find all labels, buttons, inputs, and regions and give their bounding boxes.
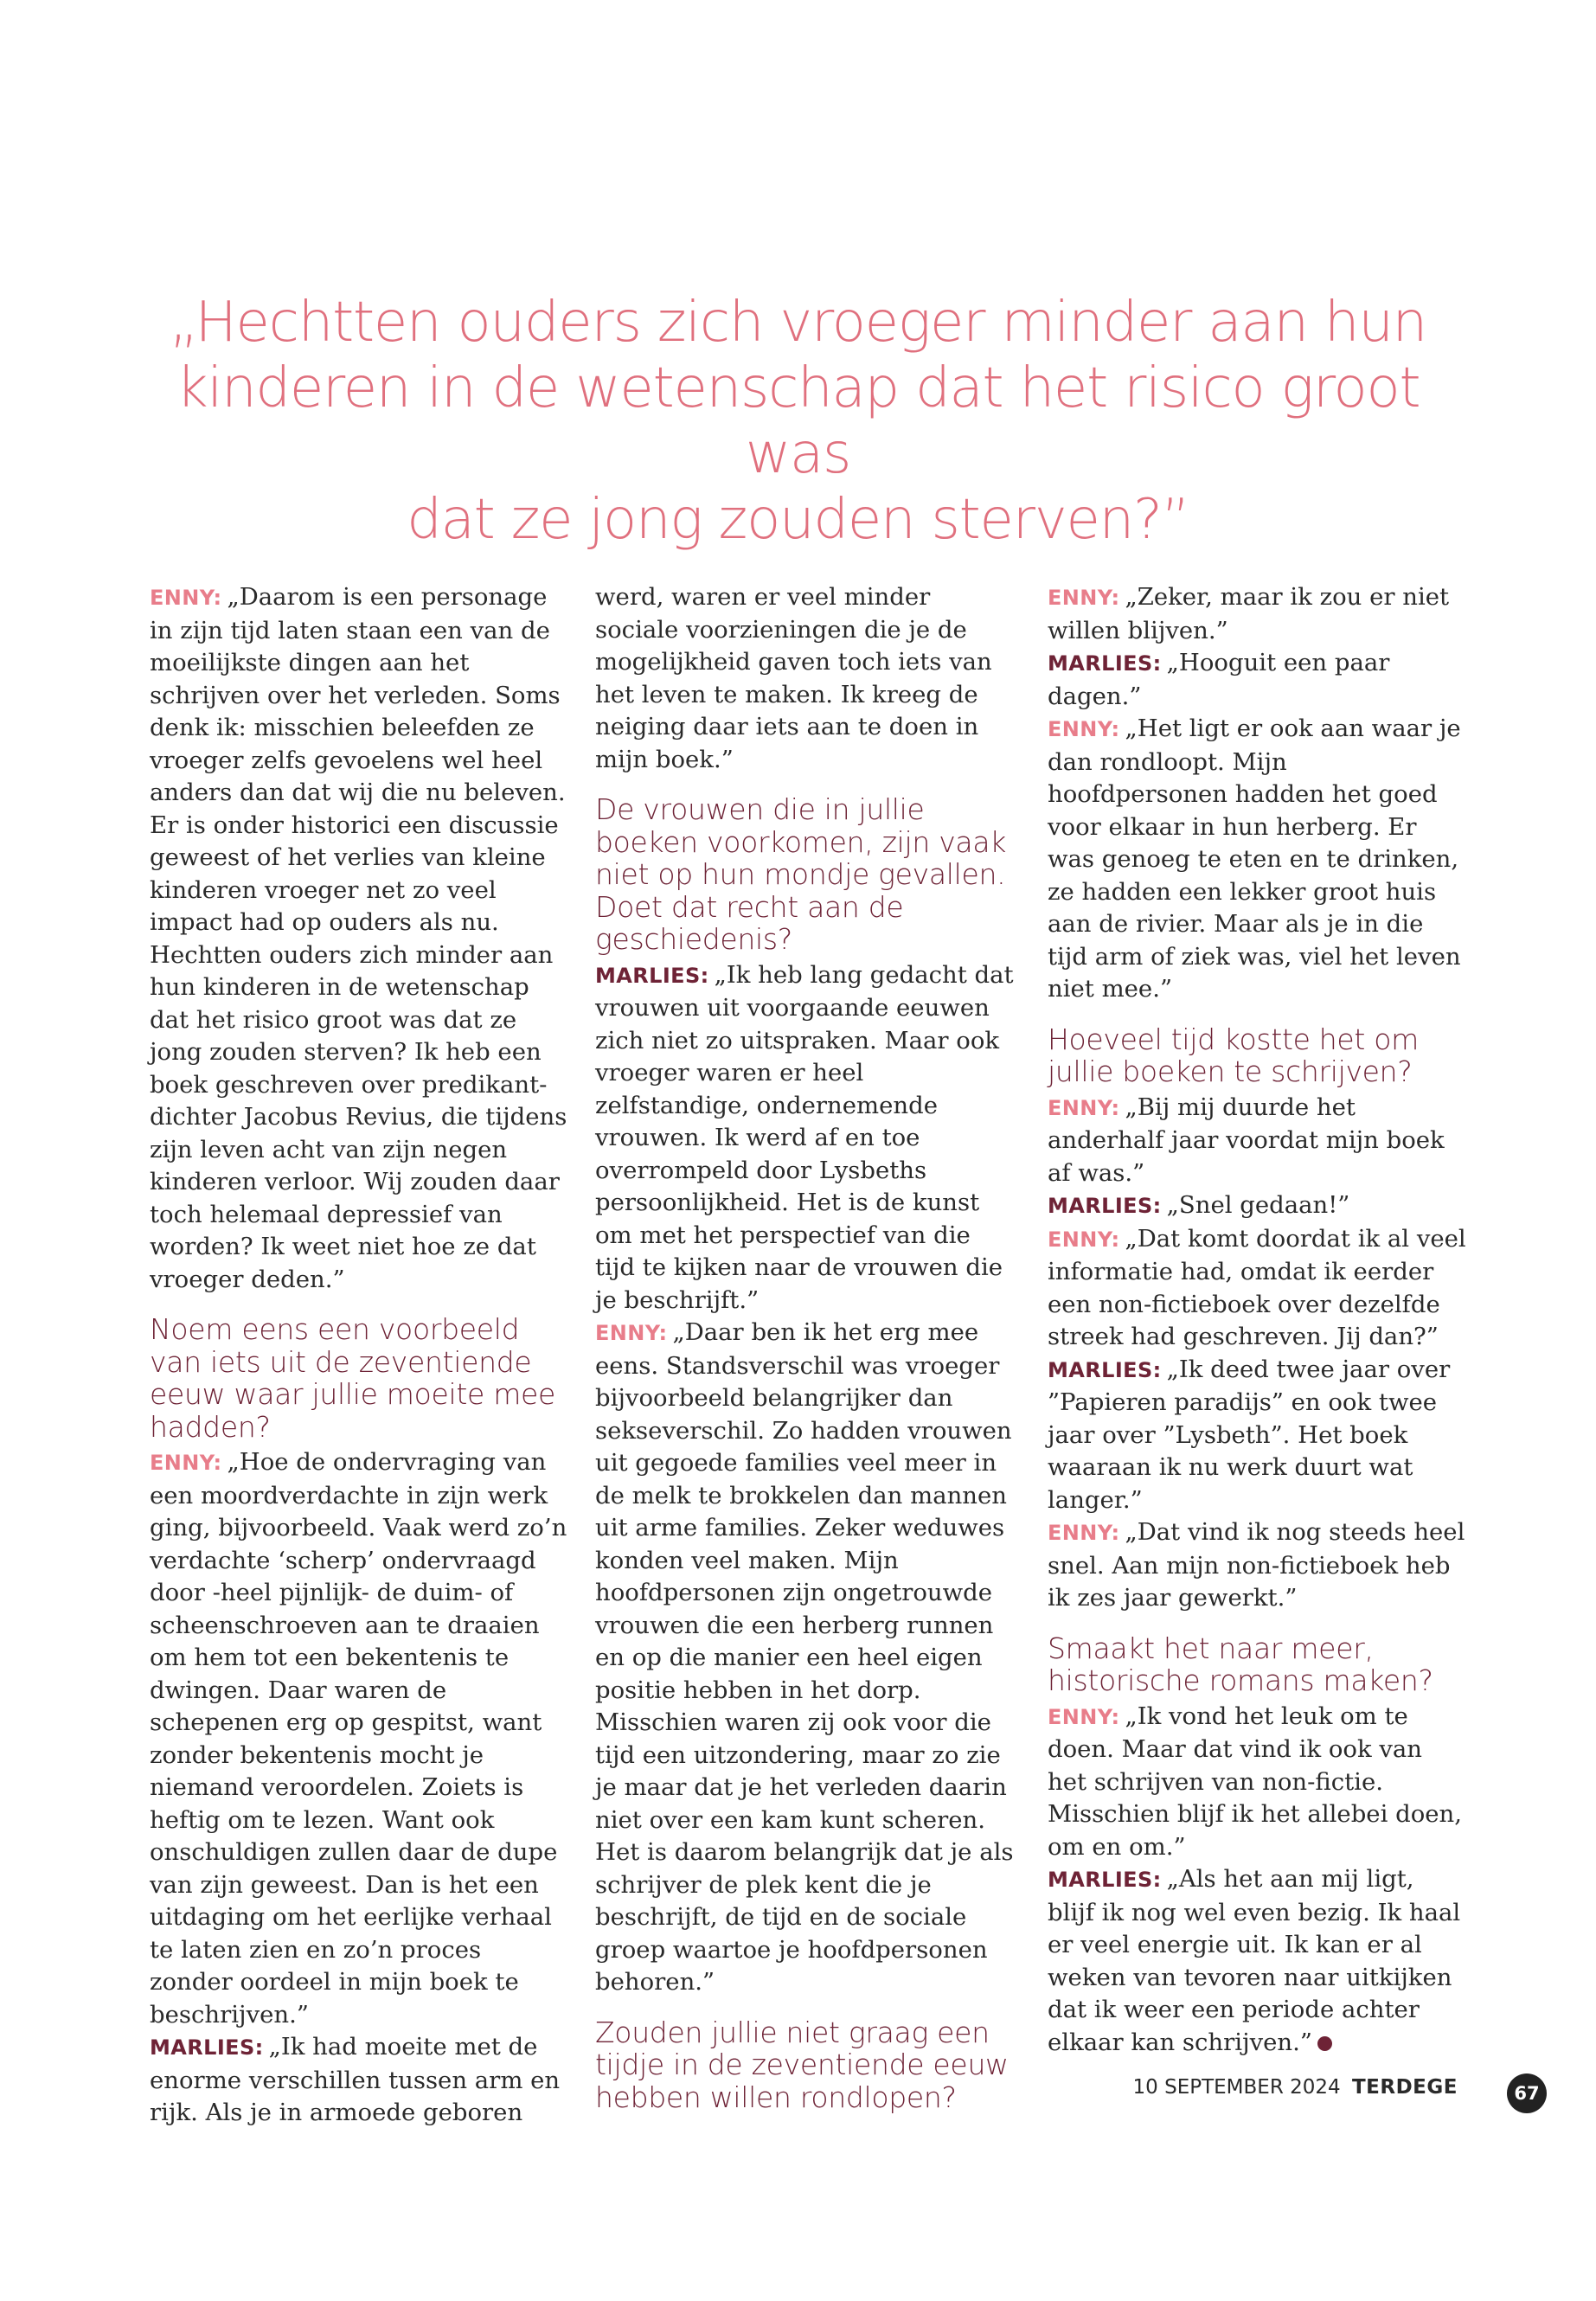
answer-paragraph — [1048, 1354, 1467, 1517]
answer-text: „Als het aan mij ligt, blijf ik nog wel even bezig. Ik haal er veel energie uit. Ik kan er al weken van tevoren naar uitkijken dat ik weer een periode achter elkaar kan schrijven.” — [1048, 1865, 1461, 2056]
article-column-3 — [1048, 581, 1467, 2059]
answer-text: „Dat komt doordat ik al veel informatie had, omdat ik eerder een non-fictieboek over dezelfde streek had geschreven. Jij dan?” — [1048, 1224, 1466, 1350]
answer-text: „Ik vond het leuk om te doen. Maar dat vind ik ook van het schrijven van non-fictie. Misschien blijf ik het allebei doen, om en om.” — [1048, 1702, 1462, 1861]
speaker-label-enny: ENNY: — [595, 1321, 668, 1345]
answer-paragraph — [1048, 1863, 1467, 2059]
pull-quote-line-2: kinderen in de wetenschap dat het risico groot was — [176, 356, 1420, 486]
answer-paragraph — [1048, 581, 1467, 647]
answer-text: „Daarom is een personage in zijn tijd laten staan een van de moeilijkste dingen aan het schrijven over het verleden. Soms denk ik: misschien beleefden ze vroeger zelfs gevoelens wel heel anders dan dat wij die nu beleven. Er is onder historici een discussie geweest of het verlies van kleine kinderen vroeger net zo veel impact had op ouders als nu. Hechtten ouders zich minder aan hun kinderen in de wetenschap dat het risico groot was dat ze jong zouden sterven? Ik heb een boek geschreven over predikant-dichter Jacobus Revius, die tijdens zijn leven acht van zijn negen kinderen verloor. Wij zouden daar toch helemaal depressief van worden? Ik weet niet hoe ze dat vroeger deden.” — [150, 583, 567, 1293]
speaker-label-marlies: MARLIES: — [1048, 1868, 1162, 1892]
answer-paragraph — [150, 2031, 569, 2130]
answer-paragraph — [1048, 1516, 1467, 1615]
answer-text: „Dat vind ik nog steeds heel snel. Aan mijn non-fictieboek heb ik zes jaar gewerkt.” — [1048, 1518, 1465, 1612]
answer-paragraph — [1048, 1092, 1467, 1190]
speaker-label-marlies: MARLIES: — [150, 2035, 264, 2060]
pull-quote-line-3: dat ze jong zouden sterven?” — [407, 488, 1189, 552]
answer-text: „Bij mij duurde het anderhalf jaar voordat mijn boek af was.” — [1048, 1093, 1445, 1187]
answer-paragraph — [150, 1446, 569, 2031]
answer-text: „Hoe de ondervraging van een moordverdachte in zijn werk ging, bijvoorbeeld. Vaak werd zo’n verdachte ‘scherp’ ondervraagd door -heel pijnlijk- de duim- of scheenschroeven aan te draaien om hem tot een bekentenis te dwingen. Daar waren de schepenen erg op gespitst, want zonder bekentenis mocht je niemand veroordelen. Zoiets is heftig om te lezen. Want ook onschuldigen zullen daar de dupe van zijn geweest. Dan is het een uitdaging om het eerlijke verhaal te laten zien en zo’n proces zonder oordeel in mijn boek te beschrijven.” — [150, 1448, 567, 2029]
answer-paragraph — [1048, 647, 1467, 713]
answer-paragraph — [1048, 713, 1467, 1006]
speaker-label-enny: ENNY: — [1048, 586, 1120, 610]
article-column-1 — [150, 581, 569, 2130]
answer-paragraph — [1048, 1189, 1467, 1223]
end-mark-dot — [1317, 2036, 1332, 2051]
interview-question: Noem eens een voorbeeld van iets uit de zeventiende eeuw waar jullie moeite mee hadden? — [150, 1312, 556, 1444]
answer-text: „Daar ben ik het erg mee eens. Standsverschil was vroeger bijvoorbeeld belangrijker dan sekseverschil. Zo hadden vrouwen uit gegoede families veel meer in de melk te brokkelen dan mannen uit arme families. Zeker weduwes konden veel maken. Mijn hoofdpersonen zijn ongetrouwde vrouwen die een herberg runnen en op die manier een heel eigen positie hebben in het dorp. Misschien waren zij ook voor die tijd een uitzondering, maar zo zie je maar dat je het verleden daarin niet over een kam kunt scheren. Het is daarom belangrijk dat je als schrijver de plek kent die je beschrijft, de tijd en de sociale groep waartoe je hoofdpersonen behoren.” — [595, 1318, 1014, 1996]
answer-paragraph — [595, 581, 1015, 776]
magazine-name: TERDEGE — [1351, 2076, 1458, 2099]
interview-question: Hoeveel tijd kostte het om jullie boeken te schrijven? — [1048, 1022, 1419, 1088]
speaker-label-enny: ENNY: — [1048, 1095, 1120, 1120]
answer-paragraph — [595, 959, 1015, 1317]
answer-paragraph — [595, 1317, 1015, 1999]
interview-question: Smaakt het naar meer, historische romans maken? — [1048, 1631, 1433, 1697]
answer-paragraph — [1048, 1701, 1467, 1864]
answer-text: „Ik deed twee jaar over ”Papieren paradijs” en ook twee jaar over ”Lysbeth”. Het boek waaraan ik nu werk duurt wat langer.” — [1048, 1355, 1451, 1514]
speaker-label-enny: ENNY: — [1048, 717, 1120, 741]
article-column-2 — [595, 581, 1015, 2117]
speaker-label-enny: ENNY: — [1048, 1227, 1120, 1252]
speaker-label-marlies: MARLIES: — [595, 963, 709, 988]
answer-text: „Ik had moeite met de enorme verschillen tussen arm en rijk. Als je in armoede geboren — [150, 2033, 561, 2126]
interview-question: De vrouwen die in jullie boeken voorkomen, zijn vaak niet op hun mondje gevallen. Doet dat recht aan de geschiedenis? — [595, 792, 1007, 956]
speaker-label-enny: ENNY: — [150, 1451, 222, 1475]
answer-text: „Zeker, maar ik zou er niet willen blijven.” — [1048, 583, 1450, 644]
page-number-badge: 67 — [1507, 2073, 1547, 2113]
interview-question: Zouden jullie niet graag een tijdje in de zeventiende eeuw hebben willen rondlopen? — [595, 2015, 1009, 2114]
speaker-label-enny: ENNY: — [1048, 1704, 1120, 1729]
answer-text: werd, waren er veel minder sociale voorzieningen die je de mogelijkheid gaven toch iets van het leven te maken. Ik kreeg de neiging daar iets aan te doen in mijn boek.” — [595, 583, 992, 773]
answer-text: „Ik heb lang gedacht dat vrouwen uit voorgaande eeuwen zich niet zo uitspraken. Maar ook vroeger waren er heel zelfstandige, ondernemende vrouwen. Ik werd af en toe overrompeld door Lysbeths persoonlijkheid. Het is de kunst om met het perspectief van die tijd te kijken naar de vrouwen die je beschrijft.” — [595, 960, 1014, 1314]
speaker-label-enny: ENNY: — [1048, 1521, 1120, 1545]
issue-date: 10 SEPTEMBER 2024 — [1132, 2076, 1341, 2099]
speaker-label-enny: ENNY: — [150, 586, 222, 610]
page-footer — [1133, 2076, 1458, 2099]
pull-quote-line-1: „Hechtten ouders zich vroeger minder aan hun — [169, 291, 1427, 355]
speaker-label-marlies: MARLIES: — [1048, 651, 1162, 676]
speaker-label-marlies: MARLIES: — [1048, 1194, 1162, 1218]
answer-text: „Hooguit een paar dagen.” — [1048, 649, 1390, 710]
answer-text: „Snel gedaan!” — [1166, 1191, 1350, 1219]
speaker-label-marlies: MARLIES: — [1048, 1357, 1162, 1382]
answer-paragraph — [1048, 1223, 1467, 1354]
answer-paragraph — [150, 581, 569, 1296]
pull-quote — [138, 290, 1458, 553]
answer-text: „Het ligt er ook aan waar je dan rondloopt. Mijn hoofdpersonen hadden het goed voor elkaar in hun herberg. Er was genoeg te eten en te drinken, ze hadden een lekker groot huis aan de rivier. Maar als je in die tijd arm of ziek was, viel het leven niet mee.” — [1048, 715, 1461, 1003]
